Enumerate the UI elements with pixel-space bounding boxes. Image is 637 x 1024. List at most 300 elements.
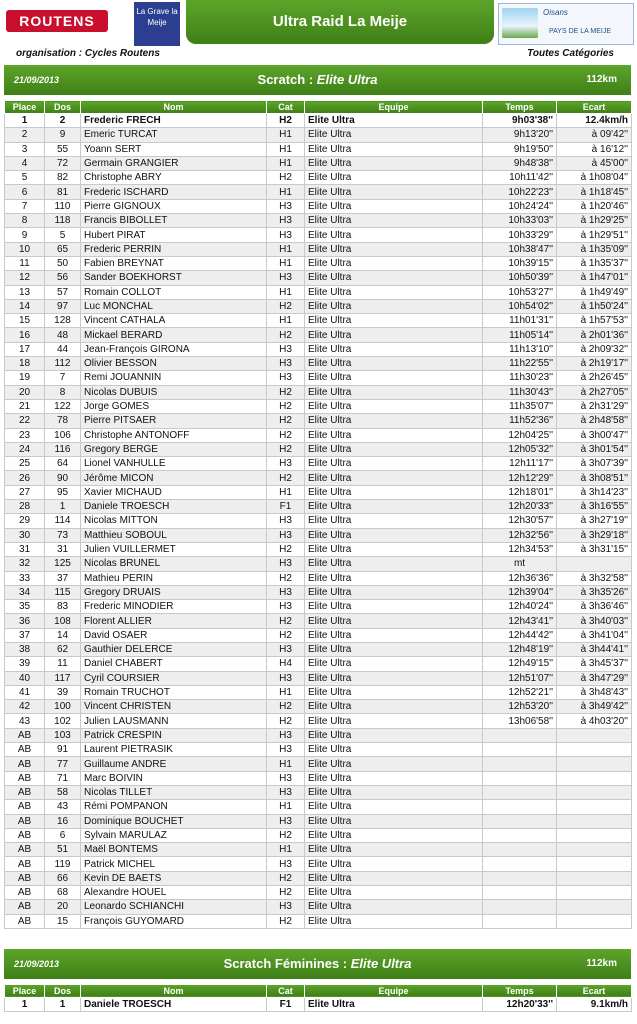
table-row [5, 285, 632, 299]
cell-place: AB [5, 914, 45, 928]
cell-temps: 12h20'33'' [483, 997, 557, 1011]
cell-nom: Frederic PERRIN [81, 242, 267, 256]
cell-nom: Hubert PIRAT [81, 228, 267, 242]
table-row [5, 414, 632, 428]
cell-temps: 11h30'43'' [483, 385, 557, 399]
table-row [5, 771, 632, 785]
cell-dos: 95 [45, 485, 81, 499]
cell-cat: H1 [267, 142, 305, 156]
cell-dos: 102 [45, 714, 81, 728]
cell-ecart: à 3h07'39'' [557, 457, 632, 471]
cell-ecart: à 2h48'58'' [557, 414, 632, 428]
cell-dos: 9 [45, 128, 81, 142]
cell-ecart: à 3h35'26'' [557, 585, 632, 599]
section-gap [0, 929, 637, 949]
cell-cat: H1 [267, 156, 305, 170]
cell-place: 15 [5, 314, 45, 328]
cell-equipe: Elite Ultra [305, 299, 483, 313]
cell-equipe: Elite Ultra [305, 399, 483, 413]
cell-ecart: à 3h00'47'' [557, 428, 632, 442]
cell-place: 17 [5, 342, 45, 356]
page-title: Ultra Raid La Meije [186, 0, 494, 44]
table-row [5, 500, 632, 514]
cell-place: AB [5, 800, 45, 814]
cell-place: 25 [5, 457, 45, 471]
cell-nom: Nicolas DUBUIS [81, 385, 267, 399]
column-header-dos: Dos [45, 101, 81, 114]
cell-dos: 128 [45, 314, 81, 328]
cell-dos: 2 [45, 114, 81, 128]
cell-cat: H3 [267, 585, 305, 599]
cell-equipe: Elite Ultra [305, 814, 483, 828]
cell-nom: Patrick CRESPIN [81, 728, 267, 742]
cell-cat: F1 [267, 500, 305, 514]
section-title-prefix: Scratch Féminines : [223, 955, 351, 971]
cell-equipe: Elite Ultra [305, 242, 483, 256]
section-title-category: Elite Ultra [316, 72, 378, 87]
column-header-place: Place [5, 101, 45, 114]
cell-dos: 64 [45, 457, 81, 471]
cell-dos: 114 [45, 514, 81, 528]
cell-place: 9 [5, 228, 45, 242]
cell-ecart: à 3h29'18'' [557, 528, 632, 542]
cell-ecart: à 3h16'55'' [557, 500, 632, 514]
cell-temps [483, 857, 557, 871]
cell-ecart: à 16'12'' [557, 142, 632, 156]
cell-place: 1 [5, 997, 45, 1011]
cell-cat: H3 [267, 728, 305, 742]
cell-nom: Gregory DRUAIS [81, 585, 267, 599]
cell-nom: Frederic MINODIER [81, 600, 267, 614]
cell-nom: Cyril COURSIER [81, 671, 267, 685]
cell-equipe: Elite Ultra [305, 328, 483, 342]
cell-place: 23 [5, 428, 45, 442]
cell-place: AB [5, 771, 45, 785]
cell-cat: H2 [267, 700, 305, 714]
cell-temps: 10h33'03'' [483, 214, 557, 228]
cell-nom: Emeric TURCAT [81, 128, 267, 142]
cell-cat: H3 [267, 271, 305, 285]
cell-nom: Nicolas BRUNEL [81, 557, 267, 571]
table-row [5, 371, 632, 385]
table-row [5, 714, 632, 728]
table-row [5, 657, 632, 671]
table-row [5, 357, 632, 371]
cell-cat: H3 [267, 900, 305, 914]
cell-equipe: Elite Ultra [305, 714, 483, 728]
cell-place: AB [5, 871, 45, 885]
section-title [4, 949, 631, 979]
oisans-logo [498, 3, 634, 45]
cell-ecart: à 3h36'46'' [557, 600, 632, 614]
cell-cat: H3 [267, 771, 305, 785]
table-row [5, 814, 632, 828]
table-row [5, 886, 632, 900]
cell-cat: H2 [267, 914, 305, 928]
cell-place: AB [5, 728, 45, 742]
cell-temps: 10h53'27'' [483, 285, 557, 299]
column-header-temps: Temps [483, 101, 557, 114]
cell-nom: Gauthier DELERCE [81, 642, 267, 656]
category-label: Toutes Catégories [527, 48, 614, 59]
cell-dos: 118 [45, 214, 81, 228]
cell-equipe: Elite Ultra [305, 614, 483, 628]
cell-dos: 112 [45, 357, 81, 371]
cell-place: 39 [5, 657, 45, 671]
cell-cat: H3 [267, 528, 305, 542]
cell-cat: H2 [267, 871, 305, 885]
cell-ecart [557, 871, 632, 885]
cell-temps: 12h40'24'' [483, 600, 557, 614]
cell-equipe: Elite Ultra [305, 256, 483, 270]
cell-temps [483, 828, 557, 842]
cell-equipe: Elite Ultra [305, 414, 483, 428]
cell-ecart [557, 757, 632, 771]
cell-ecart: à 3h47'29'' [557, 671, 632, 685]
column-header-nom: Nom [81, 101, 267, 114]
cell-nom: Maël BONTEMS [81, 843, 267, 857]
cell-temps: 10h38'47'' [483, 242, 557, 256]
cell-equipe: Elite Ultra [305, 997, 483, 1011]
cell-temps [483, 757, 557, 771]
cell-temps [483, 728, 557, 742]
cell-dos: 117 [45, 671, 81, 685]
cell-place: 1 [5, 114, 45, 128]
cell-dos: 11 [45, 657, 81, 671]
cell-temps: 12h20'33'' [483, 500, 557, 514]
cell-place: 7 [5, 199, 45, 213]
pays-de-la-meije-text: PAYS DE LA MEIJE [549, 28, 611, 35]
table-row [5, 585, 632, 599]
cell-equipe: Elite Ultra [305, 428, 483, 442]
cell-dos: 51 [45, 843, 81, 857]
cell-nom: Pierre GIGNOUX [81, 199, 267, 213]
cell-nom: Vincent CATHALA [81, 314, 267, 328]
cell-cat: H1 [267, 256, 305, 270]
cell-cat: H1 [267, 757, 305, 771]
table-row [5, 228, 632, 242]
cell-dos: 1 [45, 997, 81, 1011]
routens-logo-text: ROUTENS [6, 10, 108, 32]
cell-equipe: Elite Ultra [305, 385, 483, 399]
cell-ecart: à 45'00'' [557, 156, 632, 170]
cell-equipe: Elite Ultra [305, 828, 483, 842]
cell-dos: 106 [45, 428, 81, 442]
cell-ecart: à 1h49'49'' [557, 285, 632, 299]
cell-temps: 10h33'29'' [483, 228, 557, 242]
cell-temps: 12h49'15'' [483, 657, 557, 671]
cell-equipe: Elite Ultra [305, 857, 483, 871]
cell-temps [483, 800, 557, 814]
table-row [5, 700, 632, 714]
la-grave-logo: La Grave la Meije [134, 2, 180, 46]
cell-place: 21 [5, 399, 45, 413]
cell-place: AB [5, 743, 45, 757]
cell-place: 38 [5, 642, 45, 656]
table-row [5, 743, 632, 757]
cell-ecart: à 1h35'09'' [557, 242, 632, 256]
cell-cat: H1 [267, 314, 305, 328]
cell-temps: 9h19'50'' [483, 142, 557, 156]
table-row [5, 314, 632, 328]
cell-dos: 82 [45, 171, 81, 185]
cell-ecart: à 3h44'41'' [557, 642, 632, 656]
mountain-icon [502, 8, 538, 38]
cell-place: AB [5, 828, 45, 842]
cell-temps: 11h52'36'' [483, 414, 557, 428]
cell-place: 8 [5, 214, 45, 228]
cell-place: 43 [5, 714, 45, 728]
cell-cat: H2 [267, 414, 305, 428]
cell-place: AB [5, 857, 45, 871]
cell-temps: 12h43'41'' [483, 614, 557, 628]
table-row [5, 471, 632, 485]
cell-cat: H3 [267, 600, 305, 614]
section-title-prefix: Scratch : [257, 72, 317, 87]
cell-temps [483, 743, 557, 757]
cell-place: 31 [5, 542, 45, 556]
cell-cat: H1 [267, 242, 305, 256]
cell-equipe: Elite Ultra [305, 114, 483, 128]
cell-nom: Germain GRANGIER [81, 156, 267, 170]
section-date: 21/09/2013 [14, 75, 60, 85]
cell-place: 27 [5, 485, 45, 499]
cell-place: AB [5, 785, 45, 799]
cell-temps: 12h30'57'' [483, 514, 557, 528]
table-row [5, 385, 632, 399]
cell-dos: 119 [45, 857, 81, 871]
table-row [5, 485, 632, 499]
cell-nom: Nicolas TILLET [81, 785, 267, 799]
cell-temps: 12h11'17'' [483, 457, 557, 471]
table-header-row [5, 984, 632, 997]
cell-dos: 7 [45, 371, 81, 385]
cell-ecart [557, 814, 632, 828]
cell-place: 28 [5, 500, 45, 514]
cell-place: 12 [5, 271, 45, 285]
table-row [5, 800, 632, 814]
table-row [5, 271, 632, 285]
cell-temps: 12h53'20'' [483, 700, 557, 714]
cell-dos: 122 [45, 399, 81, 413]
cell-equipe: Elite Ultra [305, 500, 483, 514]
cell-ecart: à 3h32'58'' [557, 571, 632, 585]
cell-ecart: à 1h29'25'' [557, 214, 632, 228]
table-row [5, 199, 632, 213]
table-row [5, 671, 632, 685]
cell-equipe: Elite Ultra [305, 542, 483, 556]
cell-equipe: Elite Ultra [305, 156, 483, 170]
table-row [5, 757, 632, 771]
cell-dos: 91 [45, 743, 81, 757]
column-header-ecart: Ecart [557, 984, 632, 997]
cell-temps: 9h13'20'' [483, 128, 557, 142]
cell-ecart: à 3h01'54'' [557, 442, 632, 456]
table-row [5, 728, 632, 742]
cell-cat: H3 [267, 514, 305, 528]
cell-dos: 116 [45, 442, 81, 456]
cell-nom: Daniel CHABERT [81, 657, 267, 671]
cell-temps: 10h39'15'' [483, 256, 557, 270]
cell-nom: Vincent CHRISTEN [81, 700, 267, 714]
cell-ecart: à 1h35'37'' [557, 256, 632, 270]
column-header-temps: Temps [483, 984, 557, 997]
results-sections [0, 62, 637, 1012]
table-row [5, 185, 632, 199]
cell-nom: Yoann SERT [81, 142, 267, 156]
cell-equipe: Elite Ultra [305, 642, 483, 656]
table-row [5, 557, 632, 571]
cell-place: 3 [5, 142, 45, 156]
cell-ecart: à 3h27'19'' [557, 514, 632, 528]
cell-nom: Pierre PITSAER [81, 414, 267, 428]
cell-place: 5 [5, 171, 45, 185]
table-row [5, 514, 632, 528]
organisation-row [0, 48, 637, 62]
cell-place: 16 [5, 328, 45, 342]
cell-nom: Daniele TROESCH [81, 997, 267, 1011]
cell-temps: 12h36'36'' [483, 571, 557, 585]
cell-dos: 1 [45, 500, 81, 514]
cell-dos: 44 [45, 342, 81, 356]
table-row [5, 128, 632, 142]
table-row [5, 242, 632, 256]
cell-nom: Mathieu PERIN [81, 571, 267, 585]
cell-temps: 11h01'31'' [483, 314, 557, 328]
cell-ecart: à 1h47'01'' [557, 271, 632, 285]
cell-equipe: Elite Ultra [305, 600, 483, 614]
cell-nom: Guillaume ANDRE [81, 757, 267, 771]
cell-cat: H3 [267, 357, 305, 371]
cell-equipe: Elite Ultra [305, 728, 483, 742]
cell-cat: H3 [267, 557, 305, 571]
cell-temps: 12h32'56'' [483, 528, 557, 542]
cell-cat: H2 [267, 442, 305, 456]
cell-equipe: Elite Ultra [305, 671, 483, 685]
section-title [4, 65, 631, 95]
table-row [5, 328, 632, 342]
cell-equipe: Elite Ultra [305, 185, 483, 199]
cell-cat: H2 [267, 614, 305, 628]
cell-place: AB [5, 757, 45, 771]
column-header-ecart: Ecart [557, 101, 632, 114]
cell-ecart: à 3h14'23'' [557, 485, 632, 499]
cell-equipe: Elite Ultra [305, 471, 483, 485]
cell-temps: 12h04'25'' [483, 428, 557, 442]
cell-ecart [557, 900, 632, 914]
cell-equipe: Elite Ultra [305, 571, 483, 585]
cell-cat: H2 [267, 428, 305, 442]
table-header-row [5, 101, 632, 114]
column-header-equipe: Equipe [305, 984, 483, 997]
cell-nom: Dominique BOUCHET [81, 814, 267, 828]
cell-nom: Jean-François GIRONA [81, 342, 267, 356]
cell-temps: mt [483, 557, 557, 571]
cell-cat: H2 [267, 628, 305, 642]
cell-temps: 9h48'38'' [483, 156, 557, 170]
cell-dos: 108 [45, 614, 81, 628]
cell-nom: Frederic FRECH [81, 114, 267, 128]
table-row [5, 900, 632, 914]
column-header-cat: Cat [267, 101, 305, 114]
table-row [5, 642, 632, 656]
table-row [5, 342, 632, 356]
cell-dos: 65 [45, 242, 81, 256]
table-row [5, 997, 632, 1011]
results-table [4, 984, 632, 1012]
cell-equipe: Elite Ultra [305, 900, 483, 914]
cell-equipe: Elite Ultra [305, 785, 483, 799]
cell-equipe: Elite Ultra [305, 914, 483, 928]
cell-place: 10 [5, 242, 45, 256]
cell-temps: 9h03'38'' [483, 114, 557, 128]
cell-nom: Marc BOIVIN [81, 771, 267, 785]
cell-cat: H2 [267, 385, 305, 399]
cell-temps: 12h44'42'' [483, 628, 557, 642]
cell-equipe: Elite Ultra [305, 685, 483, 699]
cell-place: 40 [5, 671, 45, 685]
cell-place: 26 [5, 471, 45, 485]
cell-temps [483, 814, 557, 828]
cell-equipe: Elite Ultra [305, 771, 483, 785]
cell-place: AB [5, 843, 45, 857]
cell-cat: H3 [267, 457, 305, 471]
cell-temps [483, 843, 557, 857]
cell-temps: 12h18'01'' [483, 485, 557, 499]
table-row [5, 214, 632, 228]
cell-ecart: à 3h41'04'' [557, 628, 632, 642]
table-row [5, 843, 632, 857]
cell-cat: F1 [267, 997, 305, 1011]
cell-cat: H3 [267, 342, 305, 356]
cell-equipe: Elite Ultra [305, 271, 483, 285]
cell-nom: Jérôme MICON [81, 471, 267, 485]
cell-equipe: Elite Ultra [305, 585, 483, 599]
cell-place: 34 [5, 585, 45, 599]
table-row [5, 628, 632, 642]
cell-nom: Mickael BERARD [81, 328, 267, 342]
table-row [5, 871, 632, 885]
cell-equipe: Elite Ultra [305, 514, 483, 528]
cell-temps: 12h12'29'' [483, 471, 557, 485]
cell-nom: Sander BOEKHORST [81, 271, 267, 285]
cell-dos: 115 [45, 585, 81, 599]
cell-dos: 58 [45, 785, 81, 799]
cell-nom: Fabien BREYNAT [81, 256, 267, 270]
cell-temps: 11h35'07'' [483, 399, 557, 413]
cell-temps [483, 900, 557, 914]
cell-temps: 12h48'19'' [483, 642, 557, 656]
section-distance: 112km [586, 74, 617, 85]
cell-place: 11 [5, 256, 45, 270]
table-row [5, 600, 632, 614]
cell-ecart: à 09'42'' [557, 128, 632, 142]
cell-ecart [557, 800, 632, 814]
cell-equipe: Elite Ultra [305, 657, 483, 671]
organisation-label: organisation : Cycles Routens [16, 48, 160, 59]
routens-logo [6, 4, 128, 44]
cell-temps: 10h22'23'' [483, 185, 557, 199]
table-row [5, 785, 632, 799]
cell-ecart [557, 828, 632, 842]
cell-dos: 103 [45, 728, 81, 742]
table-row [5, 542, 632, 556]
cell-nom: Romain COLLOT [81, 285, 267, 299]
cell-ecart: à 1h08'04'' [557, 171, 632, 185]
cell-cat: H1 [267, 185, 305, 199]
cell-equipe: Elite Ultra [305, 371, 483, 385]
cell-cat: H3 [267, 671, 305, 685]
